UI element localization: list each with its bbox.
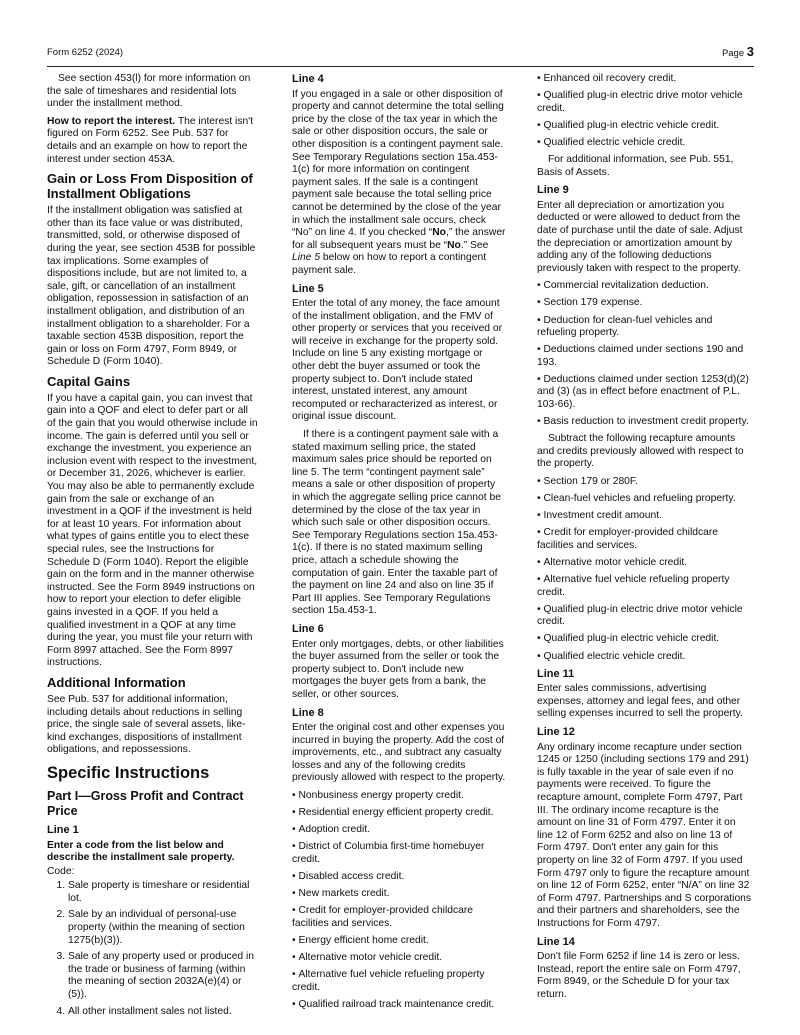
list-item: • Credit for employer-provided childcare facilities and services. [537,527,753,552]
line-5-heading: Line 5 [292,282,324,295]
list-item: • Basis reduction to investment credit property. [537,416,753,429]
basis-note: For additional information, see Pub. 551, Basis of Assets. [537,153,734,178]
line-6-heading: Line 6 [292,622,324,635]
list-item: • Alternative fuel vehicle refueling property credit. [292,969,506,994]
timeshare-paragraph: See section 453(l) for more information on the sale of timeshares and residential lots under the installment method. [47,73,251,110]
code-item: 4. All other installment sales not listed. [68,1006,259,1019]
column-3 [537,73,753,1007]
list-item: • Qualified plug-in electric drive motor vehicle credit. [537,90,753,115]
line-9-deduction-list [537,280,753,428]
list-item: • Section 179 expense. [537,297,753,310]
line-8-paragraph: Enter the original cost and other expenses you incurred in buying the property. Add the cost of improvements, etc., and subtract any casualty losses and any of the following credits previously allowed with respect to the property. [292,722,506,784]
line-9-recapture-list [537,476,753,663]
line-9-paragraph: Enter all depreciation or amortization you deducted or were allowed to deduct from the date of purchase until the date of sale. Adjust the depreciation or amortization amount by adding any of the following deductions previously taken with respect to the property. [537,199,743,274]
list-item: • Credit for employer-provided childcare facilities and services. [292,905,506,930]
line-8-heading: Line 8 [292,706,324,719]
list-item: • Adoption credit. [292,824,506,837]
list-item: • Clean-fuel vehicles and refueling property. [537,493,753,506]
list-item: • Investment credit amount. [537,510,753,523]
list-item: • Enhanced oil recovery credit. [537,73,753,86]
list-item: • Qualified plug-in electric drive motor vehicle credit. [537,604,753,629]
list-item: • Residential energy efficient property credit. [292,807,506,820]
line-14-heading: Line 14 [537,935,575,948]
part-1-heading: Part I—Gross Profit and Contract Price [47,788,244,818]
column-1 [47,73,259,1022]
list-item: • Qualified plug-in electric vehicle credit. [537,120,753,133]
capital-gains-heading: Capital Gains [47,373,131,389]
continued-credit-list [537,73,753,149]
report-interest-paragraph [47,116,259,166]
disposition-paragraph: If the installment obligation was satisfied at other than its face value or was distributed, transmitted, sold, or otherwise disposed of during the year, see section 453B for possible tax implications. Some examples of dispositions include, but are not limited to, a sale, gift, or cancellation of an installment obligation, repossession in satisfaction of an installment obligation, and distribution of an installment obligation to a shareholder. For a taxable section 453B disposition, report the gain or loss on Form 4797, Form 8949, or Schedule D (Form 1040). [47,205,256,368]
list-item: • Alternative motor vehicle credit. [537,557,753,570]
line-4-heading: Line 4 [292,73,324,85]
code-item: 3. Sale of any property used or produced in the trade or business of farming (within the meaning of section 2032A(e)(4) or (5)). [68,951,259,1001]
line-1-heading: Line 1 [47,823,79,836]
list-item: • Deduction for clean-fuel vehicles and refueling property. [537,315,753,340]
report-interest-text: The interest isn't figured on Form 6252. See Pub. 537 for details and an example on how to report the interest under section 453A. [47,115,254,165]
list-item: • Alternative fuel vehicle refueling property credit. [537,574,753,599]
list-item: • Qualified electric vehicle credit. [537,137,753,150]
list-item: • Nonbusiness energy property credit. [292,790,506,803]
line-8-credit-list [292,790,506,1011]
page-header [47,44,754,67]
list-item: • New markets credit. [292,888,506,901]
list-item: • Energy efficient home credit. [292,935,506,948]
line-9-subtract-paragraph: Subtract the following recapture amounts and credits previously allowed with respect to the property. [537,433,744,470]
line-5-paragraph-2: If there is a contingent payment sale with a stated maximum selling price, the stated maximum sales price should be reported on line 5. The term “contingent payment sale” means a sale or other disposition of property in which the aggregate selling price cannot be determined by the close of the tax year in which such sale or other disposition occurs. See Temporary Regulations section 15a.453-1(c). If there is no stated maximum selling price, attach a schedule showing the computation of gain. Enter the taxable part of the payment on line 24 and also on line 35 if Part III applies. See Temporary Regulations section 15a.453-1. [292,429,501,617]
page-number [722,44,754,59]
line-11-heading: Line 11 [537,667,575,680]
column-2 [292,73,506,1016]
additional-information-paragraph: See Pub. 537 for additional information, including details about reductions in selling price, the single sale of several assets, like-kind exchanges, dispositions of installment obligations, and repossessions. [47,693,246,756]
code-item: 1. Sale property is timeshare or residential lot. [68,880,259,905]
line-12-heading: Line 12 [537,726,575,739]
additional-information-heading: Additional Information [47,674,186,690]
disposition-heading: Gain or Loss From Disposition of Installment Obligations [47,171,253,202]
line-9-heading: Line 9 [537,184,569,197]
code-item: 2. Sale by an individual of personal-use property (within the meaning of section 1275(b)(3)). [68,909,259,947]
list-item: • Alternative motor vehicle credit. [292,952,506,965]
page-label: Page [721,48,745,59]
line-14-paragraph: Don't file Form 6252 if line 14 is zero or less. Instead, report the entire sale on Form 4797, Form 8949, or the Schedule D for your tax return. [537,951,741,1000]
list-item: • Section 179 or 280F. [537,476,753,489]
form-identifier: Form 6252 (2024) [47,47,124,58]
line-5-paragraph-1: Enter the total of any money, the face amount of the installment obligation, and the FMV of other property or services that you received or will receive in exchange for the property sold. Include on line 5 any existing mortgage or other debt the buyer assumed or took the property subject to. Don't include stated interest, unstated interest, any amount recomputed or recharacterized as interest, or original issue discount. [292,298,503,423]
code-label: Code: [47,865,75,877]
line-11-paragraph: Enter sales commissions, advertising expenses, attorney and legal fees, and other selling expenses incurred to sell the property. [537,683,743,720]
list-item: • Deductions claimed under section 1253(d)(2) and (3) (as in effect before enactment of P.L. 103-66). [537,374,753,412]
list-item: • Qualified electric vehicle credit. [537,651,753,664]
specific-instructions-heading: Specific Instructions [47,763,210,782]
list-item: • Qualified railroad track maintenance credit. [292,999,506,1012]
list-item: • Qualified plug-in electric vehicle credit. [537,633,753,646]
list-item: • District of Columbia first-time homebuyer credit. [292,841,506,866]
line-6-paragraph: Enter only mortgages, debts, or other liabilities the buyer assumed from the seller or took the property subject to. Don't include new mortgages the buyer gets from a bank, the seller, or other sources. [292,638,504,700]
list-item: • Commercial revitalization deduction. [537,280,753,293]
list-item: • Deductions claimed under sections 190 and 193. [537,344,753,369]
capital-gains-paragraph: If you have a capital gain, you can invest that gain into a QOF and elect to defer part or all of the gain that you would otherwise include in income. The gain is deferred until you sell or exchange the investment, you experience an inclusion event with respect to the investment, or December 31, 2026, whichever is earlier. You may also be able to permanently exclude gain from the sale or exchange of an investment in a QOF if the investment is held for at least 10 years. For information about what types of gains entitle you to elect these special rules, see the Instructions for Schedule D (Form 1040). Report the eligible gain on the form and in the manner otherwise instructed. See the Form 8949 instructions on how to report your election to defer eligible gains invested in a QOF. If you held a qualified investment in a QOF at any time during the year, you must file your return with Form 8997 attached. See the Form 8997 instructions. [47,392,258,669]
line-12-paragraph: Any ordinary income recapture under section 1245 or 1250 (including sections 179 and 291) is fully taxable in the year of sale even if no payments were received. To figure the recapture amount, complete Form 4797, Part III. The ordinary income recapture is the amount on line 31 of Form 4797. Enter it on line 12 of Form 6252 and also on line 13 of Form 4797. Don't enter any gain for this property on line 32 of Form 4797. If you used Form 4797 only to figure the recapture amount on line 12 of Form 6252, enter “N/A” on line 32 of Form 4797. Partnerships and S corporations and their partners and shareholders, see the Instructions for Form 4797. [537,741,752,929]
page-number-value: 3 [746,44,754,59]
line-1-instruction: Enter a code from the list below and describe the installment sale property. [47,839,235,864]
code-list [47,880,259,1018]
line-4-paragraph: If you engaged in a sale or other disposition of property and cannot determine the total selling price by the close of the tax year in which the sale or other disposition occurs, the sale or other disposition is a contingent payment sale. See Temporary Regulations section 15a.453-1(c) for more information on contingent payment sales. If the sale is a contingent payment sale because the total selling price cannot be determined by the close of the year in which the installment sale occurs, check “No” on line 4. If you checked “No,” the answer for all subsequent years must be “No.” See Line 5 below on how to report a contingent payment sale. [292,88,506,276]
report-interest-heading: How to report the interest. [47,115,176,127]
list-item: • Disabled access credit. [292,871,506,884]
